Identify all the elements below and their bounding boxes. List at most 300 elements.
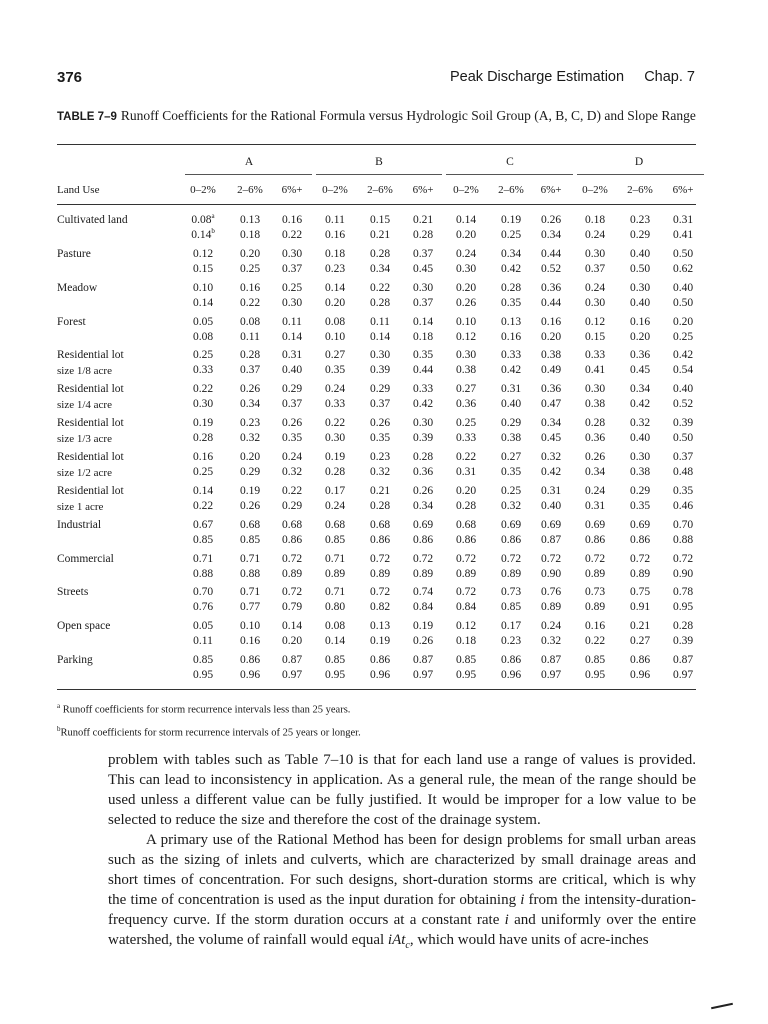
coefficient-cell-high: 0.25 (192, 466, 214, 478)
coefficient-cell-high: 0.26 (412, 635, 434, 647)
coefficient-cell-high: 0.45 (412, 263, 434, 275)
slope-header: 2–6% (498, 184, 524, 196)
coefficient-cell-high: 0.89 (324, 568, 346, 580)
soil-group-underline (185, 174, 312, 175)
coefficient-cell-low: 0.22 (369, 282, 391, 294)
coefficient-cell-high: 0.33 (455, 432, 477, 444)
coefficient-cell-high: 0.28 (369, 297, 391, 309)
coefficient-cell-low: 0.08 (324, 620, 346, 632)
coefficient-cell-low: 0.28 (500, 282, 522, 294)
table-bottom-rule (57, 689, 696, 690)
coefficient-cell-high: 0.19 (369, 635, 391, 647)
coefficient-cell-low: 0.31 (540, 485, 562, 497)
coefficient-cell-high: 0.37 (369, 398, 391, 410)
coefficient-cell-low: 0.33 (500, 349, 522, 361)
land-use-label: Commercial (57, 553, 114, 565)
coefficient-cell-high: 0.16 (324, 229, 346, 241)
coefficient-cell-low: 0.30 (455, 349, 477, 361)
coefficient-cell-high: 0.29 (239, 466, 261, 478)
coefficient-cell-high: 0.32 (369, 466, 391, 478)
coefficient-cell-high: 0.26 (455, 297, 477, 309)
coefficient-cell-low: 0.22 (324, 417, 346, 429)
coefficient-cell-high: 0.20 (540, 331, 562, 343)
coefficient-cell-high: 0.32 (239, 432, 261, 444)
coefficient-cell-high: 0.54 (672, 364, 694, 376)
coefficient-cell-low: 0.70 (672, 519, 694, 531)
coefficient-cell-high: 0.35 (629, 500, 651, 512)
coefficient-cell-high: 0.28 (369, 500, 391, 512)
coefficient-cell-low: 0.72 (369, 553, 391, 565)
coefficient-cell-high: 0.16 (239, 635, 261, 647)
coefficient-cell-high: 0.49 (540, 364, 562, 376)
coefficient-cell-high: 0.90 (540, 568, 562, 580)
land-use-label: Parking (57, 654, 93, 666)
coefficient-cell-low: 0.20 (455, 282, 477, 294)
coefficient-cell-low: 0.24 (540, 620, 562, 632)
coefficient-cell-high: 0.86 (281, 534, 303, 546)
coefficient-cell-low: 0.30 (584, 383, 606, 395)
coefficient-cell-low: 0.72 (455, 586, 477, 598)
coefficient-cell-high: 0.33 (192, 364, 214, 376)
coefficient-cell-low: 0.78 (672, 586, 694, 598)
coefficient-cell-low: 0.20 (672, 316, 694, 328)
land-use-label: Residential lot size 1/8 acre (57, 349, 124, 377)
header-bottom-rule (57, 204, 696, 205)
coefficient-cell-high: 0.48 (672, 466, 694, 478)
coefficient-cell-low: 0.19 (239, 485, 261, 497)
coefficient-cell-high: 0.89 (584, 601, 606, 613)
coefficient-cell-high: 0.96 (629, 669, 651, 681)
coefficient-cell-high: 0.34 (540, 229, 562, 241)
coefficient-cell-high: 0.25 (239, 263, 261, 275)
coefficient-cell-low: 0.72 (672, 553, 694, 565)
coefficient-cell-low: 0.28 (412, 451, 434, 463)
coefficient-cell-low: 0.19 (324, 451, 346, 463)
coefficient-cell-low: 0.30 (369, 349, 391, 361)
coefficient-cell-low: 0.12 (584, 316, 606, 328)
coefficient-cell-low: 0.20 (455, 485, 477, 497)
coefficient-cell-high: 0.42 (500, 364, 522, 376)
coefficient-cell-high: 0.46 (672, 500, 694, 512)
table-row (0, 314, 768, 344)
table-row (0, 652, 768, 682)
coefficient-cell-high: 0.12 (455, 331, 477, 343)
coefficient-cell-high: 0.97 (540, 669, 562, 681)
coefficient-cell-low: 0.86 (369, 654, 391, 666)
coefficient-cell-high: 0.35 (500, 466, 522, 478)
coefficient-cell-high: 0.18 (412, 331, 434, 343)
coefficient-cell-high: 0.14 (281, 331, 303, 343)
coefficient-cell-high: 0.85 (239, 534, 261, 546)
coefficient-cell-high: 0.14 (192, 297, 214, 309)
coefficient-cell-low: 0.28 (239, 349, 261, 361)
coefficient-cell-low: 0.38 (540, 349, 562, 361)
coefficient-cell-high: 0.20 (281, 635, 303, 647)
coefficient-cell-low: 0.18 (324, 248, 346, 260)
coefficient-cell-low: 0.34 (629, 383, 651, 395)
coefficient-cell-low: 0.72 (369, 586, 391, 598)
coefficient-cell-low: 0.32 (540, 451, 562, 463)
coefficient-cell-high: 0.38 (500, 432, 522, 444)
coefficient-cell-low: 0.27 (455, 383, 477, 395)
coefficient-cell-high: 0.42 (412, 398, 434, 410)
coefficient-cell-low: 0.20 (239, 451, 261, 463)
table-row (0, 483, 768, 513)
coefficient-cell-high: 0.36 (584, 432, 606, 444)
coefficient-cell-high: 0.27 (629, 635, 651, 647)
coefficient-cell-high: 0.11 (193, 635, 213, 647)
page-number: 376 (57, 69, 83, 86)
coefficient-cell-low: 0.85 (584, 654, 606, 666)
coefficient-cell-low: 0.24 (584, 282, 606, 294)
coefficient-cell-high: 0.22 (584, 635, 606, 647)
coefficient-cell-high: 0.97 (281, 669, 303, 681)
coefficient-cell-low: 0.34 (500, 248, 522, 260)
coefficient-cell-low: 0.16 (540, 316, 562, 328)
coefficient-cell-high: 0.34 (369, 263, 391, 275)
coefficient-cell-low: 0.22 (455, 451, 477, 463)
slope-header: 0–2% (322, 184, 348, 196)
coefficient-cell-low: 0.71 (239, 553, 261, 565)
coefficient-cell-low: 0.72 (412, 553, 434, 565)
coefficient-cell-low: 0.44 (540, 248, 562, 260)
coefficient-cell-low: 0.12 (455, 620, 477, 632)
table-caption-text: Runoff Coefficients for the Rational Formula versus Hydrologic Soil Group (A, B, C, D) and Slope Range (120, 108, 696, 123)
coefficient-cell-low: 0.29 (369, 383, 391, 395)
table-row (0, 449, 768, 479)
table-label: TABLE 7–9 (57, 111, 117, 123)
coefficient-cell-low: 0.25 (455, 417, 477, 429)
coefficient-cell-high: 0.31 (584, 500, 606, 512)
coefficient-cell-high: 0.97 (672, 669, 694, 681)
coefficient-cell-low: 0.87 (412, 654, 434, 666)
coefficient-cell-low: 0.86 (239, 654, 261, 666)
coefficient-cell-low: 0.87 (540, 654, 562, 666)
coefficient-cell-low: 0.72 (540, 553, 562, 565)
coefficient-cell-low: 0.16 (584, 620, 606, 632)
coefficient-cell-high: 0.85 (324, 534, 346, 546)
coefficient-cell-low: 0.72 (629, 553, 651, 565)
footnote-b: $^b$Runoff coefficients for storm recurrence intervals of 25 years or longer. (57, 724, 361, 738)
coefficient-cell-low: 0.26 (540, 214, 562, 226)
coefficient-cell-low: 0.13 (500, 316, 522, 328)
coefficient-cell-high: 0.15 (192, 263, 214, 275)
coefficient-cell-low: 0.33 (584, 349, 606, 361)
table-row (0, 347, 768, 377)
coefficient-cell-high: 0.32 (281, 466, 303, 478)
land-use-label: Residential lot size 1/2 acre (57, 451, 124, 479)
coefficient-cell-low: 0.12 (192, 248, 214, 260)
coefficient-cell-high: 0.15 (584, 331, 606, 343)
coefficient-cell-low: 0.25 (192, 349, 214, 361)
coefficient-cell-high: 0.30 (192, 398, 214, 410)
coefficient-cell-high: 0.52 (672, 398, 694, 410)
coefficient-cell-high: 0.20 (629, 331, 651, 343)
coefficient-cell-low: 0.67 (192, 519, 214, 531)
coefficient-cell-high: 0.20 (455, 229, 477, 241)
coefficient-cell-low: 0.10 (239, 620, 261, 632)
coefficient-cell-high: 0.86 (629, 534, 651, 546)
coefficient-cell-low: 0.13 (239, 214, 261, 226)
coefficient-cell-high: 0.40 (629, 432, 651, 444)
coefficient-cell-low: 0.31 (672, 214, 694, 226)
soil-group-header: D (634, 156, 644, 168)
land-use-label: Pasture (57, 248, 91, 260)
page-corner-mark (711, 1003, 733, 1010)
coefficient-cell-low: 0.19 (500, 214, 522, 226)
land-use-label: Meadow (57, 282, 98, 294)
coefficient-cell-high: 0.86 (369, 534, 391, 546)
coefficient-cell-low: 0.14 (324, 282, 346, 294)
coefficient-cell-low: 0.17 (500, 620, 522, 632)
coefficient-cell-high: 0.77 (239, 601, 261, 613)
coefficient-cell-low: 0.70 (192, 586, 214, 598)
soil-group-header: B (375, 156, 383, 168)
coefficient-cell-low: 0.85 (192, 654, 214, 666)
coefficient-cell-low: 0.32 (629, 417, 651, 429)
coefficient-cell-high: 0.95 (672, 601, 694, 613)
coefficient-cell-low: 0.68 (281, 519, 303, 531)
coefficient-cell-low: 0.42 (672, 349, 694, 361)
land-use-label: Streets (57, 586, 89, 598)
coefficient-cell-low: 0.50 (672, 248, 694, 260)
coefficient-cell-low: 0.28 (369, 248, 391, 260)
footnote-a: $^a$ Runoff coefficients for storm recurrence intervals less than 25 years. (57, 702, 351, 716)
coefficient-cell-high: 0.62 (672, 263, 694, 275)
coefficient-cell-high: 0.89 (629, 568, 651, 580)
coefficient-cell-high: 0.89 (540, 601, 562, 613)
coefficient-cell-high: 0.86 (455, 534, 477, 546)
coefficient-cell-high: 0.33 (324, 398, 346, 410)
coefficient-cell-low: 0.34 (540, 417, 562, 429)
coefficient-cell-high: 0.37 (281, 263, 303, 275)
coefficient-cell-low: 0.10 (455, 316, 477, 328)
coefficient-cell-high: 0.36 (412, 466, 434, 478)
coefficient-cell-low: 0.14 (412, 316, 434, 328)
coefficient-cell-low: 0.72 (500, 553, 522, 565)
land-use-label: Residential lot size 1/4 acre (57, 383, 124, 411)
coefficient-cell-low: 0.40 (672, 282, 694, 294)
coefficient-cell-low: 0.87 (672, 654, 694, 666)
land-use-label: Residential lot size 1 acre (57, 485, 124, 513)
land-use-header: Land Use (57, 184, 100, 196)
coefficient-cell-low: 0.23 (239, 417, 261, 429)
table-row (0, 415, 768, 445)
coefficient-cell-high: 0.39 (672, 635, 694, 647)
coefficient-cell-low: 0.24 (584, 485, 606, 497)
coefficient-cell-high: 0.45 (540, 432, 562, 444)
coefficient-cell-low: 0.24 (455, 248, 477, 260)
coefficient-cell-high: 0.35 (369, 432, 391, 444)
coefficient-cell-high: 0.37 (412, 297, 434, 309)
coefficient-cell-low: 0.69 (412, 519, 434, 531)
coefficient-cell-high: 0.22 (281, 229, 303, 241)
coefficient-cell-high: 0.50 (629, 263, 651, 275)
coefficient-cell-low: 0.24 (281, 451, 303, 463)
body-text (108, 750, 696, 956)
coefficient-cell-low: 0.30 (281, 248, 303, 260)
slope-header: 2–6% (367, 184, 393, 196)
coefficient-cell-low: 0.22 (281, 485, 303, 497)
coefficient-cell-low: 0.68 (369, 519, 391, 531)
coefficient-cell-high: 0.88 (192, 568, 214, 580)
coefficient-cell-low: 0.30 (629, 451, 651, 463)
paragraph-1: problem with tables such as Table 7–10 is that for each land use a range of values is provided. This can lead to inconsistency in application. As a general rule, the mean of the range should be used unless a different value can be fully justified. It would be improper for a low value to be selected to reduce the size and therefore the cost of the drainage system. (108, 752, 696, 828)
coefficient-cell-low: 0.05 (192, 620, 214, 632)
coefficient-cell-high: 0.31 (455, 466, 477, 478)
coefficient-cell-high: 0.23 (324, 263, 346, 275)
coefficient-cell-low: 0.16 (281, 214, 303, 226)
slope-header: 0–2% (190, 184, 216, 196)
slope-header: 6%+ (672, 184, 694, 196)
soil-group-header: A (244, 156, 254, 168)
coefficient-cell-low: 0.21 (369, 485, 391, 497)
coefficient-cell-high: 0.76 (192, 601, 214, 613)
coefficient-cell-low: 0.39 (672, 417, 694, 429)
coefficient-cell-low: 0.05 (192, 316, 214, 328)
coefficient-cell-high: 0.18 (455, 635, 477, 647)
coefficient-cell-low: 0.30 (412, 282, 434, 294)
soil-group-underline (316, 174, 442, 175)
coefficient-cell-high: 0.26 (239, 500, 261, 512)
coefficient-cell-low: 0.71 (324, 553, 346, 565)
coefficient-cell-low: 0.69 (629, 519, 651, 531)
coefficient-cell-low: 0.08 (324, 316, 346, 328)
slope-header: 0–2% (453, 184, 479, 196)
coefficient-cell-high: 0.37 (239, 364, 261, 376)
coefficient-cell-high: 0.89 (369, 568, 391, 580)
coefficient-cell-low: 0.26 (584, 451, 606, 463)
coefficient-cell-high: 0.40 (629, 297, 651, 309)
coefficient-cell-low: 0.33 (412, 383, 434, 395)
soil-group-underline (446, 174, 573, 175)
coefficient-cell-low: 0.16 (629, 316, 651, 328)
coefficient-cell-high: 0.86 (412, 534, 434, 546)
coefficient-cell-low: 0.29 (500, 417, 522, 429)
coefficient-cell-low: 0.17 (324, 485, 346, 497)
land-use-label: Cultivated land (57, 214, 128, 226)
coefficient-cell-high: 0.38 (455, 364, 477, 376)
coefficient-cell-low: 0.29 (281, 383, 303, 395)
coefficient-cell-high: 0.18 (239, 229, 261, 241)
coefficient-cell-high: 0.30 (324, 432, 346, 444)
coefficient-cell-low: 0.26 (369, 417, 391, 429)
coefficient-cell-high: 0.89 (584, 568, 606, 580)
coefficient-cell-high: 0.34 (584, 466, 606, 478)
coefficient-cell-low: 0.26 (281, 417, 303, 429)
coefficient-cell-low: 0.68 (239, 519, 261, 531)
coefficient-cell-low: 0.21 (412, 214, 434, 226)
coefficient-cell-high: 0.30 (455, 263, 477, 275)
coefficient-cell-low: 0.69 (584, 519, 606, 531)
coefficient-cell-high: 0.89 (412, 568, 434, 580)
coefficient-cell-low: 0.19 (192, 417, 214, 429)
coefficient-cell-high: 0.37 (584, 263, 606, 275)
coefficient-cell-high: 0.41 (584, 364, 606, 376)
table-caption (57, 107, 697, 126)
coefficient-cell-low: 0.22 (192, 383, 214, 395)
coefficient-cell-high: 0.38 (629, 466, 651, 478)
coefficient-cell-high: 0.88 (239, 568, 261, 580)
coefficient-cell-high: 0.87 (540, 534, 562, 546)
coefficient-cell-high: 0.95 (192, 669, 214, 681)
coefficient-cell-high: 0.44 (540, 297, 562, 309)
coefficient-cell-low: 0.16 (239, 282, 261, 294)
coefficient-cell-low: 0.18 (584, 214, 606, 226)
coefficient-cell-high: 0.84 (412, 601, 434, 613)
running-head: Peak Discharge Estimation Chap. 7 (449, 69, 695, 85)
coefficient-cell-high: 0.90 (672, 568, 694, 580)
coefficient-cell-high: 0.24 (584, 229, 606, 241)
coefficient-cell-low: 0.71 (239, 586, 261, 598)
coefficient-cell-high: 0.42 (540, 466, 562, 478)
coefficient-cell-low: 0.37 (672, 451, 694, 463)
coefficient-cell-high: 0.28 (192, 432, 214, 444)
coefficient-cell-low: 0.68 (455, 519, 477, 531)
coefficient-cell-low: 0.36 (629, 349, 651, 361)
coefficient-cell-low: 0.16 (192, 451, 214, 463)
coefficient-cell-high: 0.91 (629, 601, 651, 613)
coefficient-cell-high: 0.29 (629, 229, 651, 241)
coefficient-cell-high: 0.88 (672, 534, 694, 546)
formula-iatc: iAt$_c$ (387, 932, 410, 951)
coefficient-cell-high: 0.14 (324, 635, 346, 647)
coefficient-cell-low: 0.36 (540, 282, 562, 294)
land-use-label: Residential lot size 1/3 acre (57, 417, 124, 445)
coefficient-cell-low: 0.86 (500, 654, 522, 666)
coefficient-cell-high: 0.16 (500, 331, 522, 343)
soil-group-underline (577, 174, 704, 175)
soil-group-header: C (506, 156, 514, 168)
coefficient-cell-low: 0.14 (281, 620, 303, 632)
coefficient-cell-low: 0.27 (500, 451, 522, 463)
table-row (0, 517, 768, 547)
coefficient-cell-high: 0.42 (629, 398, 651, 410)
coefficient-cell-high: 0.22 (239, 297, 261, 309)
table-row (0, 618, 768, 648)
slope-header: 6%+ (281, 184, 303, 196)
table-footnotes (57, 697, 361, 742)
coefficient-cell-high: 0.37 (281, 398, 303, 410)
coefficient-cell-high: 0.11 (240, 331, 260, 343)
coefficient-cell-high: 0.34 (412, 500, 434, 512)
coefficient-cell-high: 0.80 (324, 601, 346, 613)
coefficient-cell-high: 0.08 (192, 331, 214, 343)
coefficient-cell-low: 0.30 (412, 417, 434, 429)
coefficient-cell-high: 0.21 (369, 229, 391, 241)
table-row (0, 246, 768, 276)
coefficient-cell-low: 0.21 (629, 620, 651, 632)
coefficient-cell-low: 0.25 (500, 485, 522, 497)
coefficient-cell-low: 0.28 (584, 417, 606, 429)
coefficient-cell-low: 0.40 (629, 248, 651, 260)
coefficient-cell-low: 0.11 (325, 214, 345, 226)
coefficient-cell-high: 0.40 (540, 500, 562, 512)
coefficient-cell-low: 0.71 (324, 586, 346, 598)
footnote-mark: a (211, 212, 215, 221)
coefficient-cell-high: 0.95 (584, 669, 606, 681)
coefficient-cell-high: 0.36 (455, 398, 477, 410)
coefficient-cell-low: 0.26 (239, 383, 261, 395)
slope-header: 6%+ (540, 184, 562, 196)
coefficient-cell-high: 0.89 (455, 568, 477, 580)
coefficient-cell-high: 0.85 (192, 534, 214, 546)
coefficient-cell-high: 0.20 (324, 297, 346, 309)
coefficient-cell-low: 0.15 (369, 214, 391, 226)
coefficient-cell-high: 0.23 (500, 635, 522, 647)
coefficient-cell-low: 0.75 (629, 586, 651, 598)
coefficient-cell-low: 0.35 (672, 485, 694, 497)
